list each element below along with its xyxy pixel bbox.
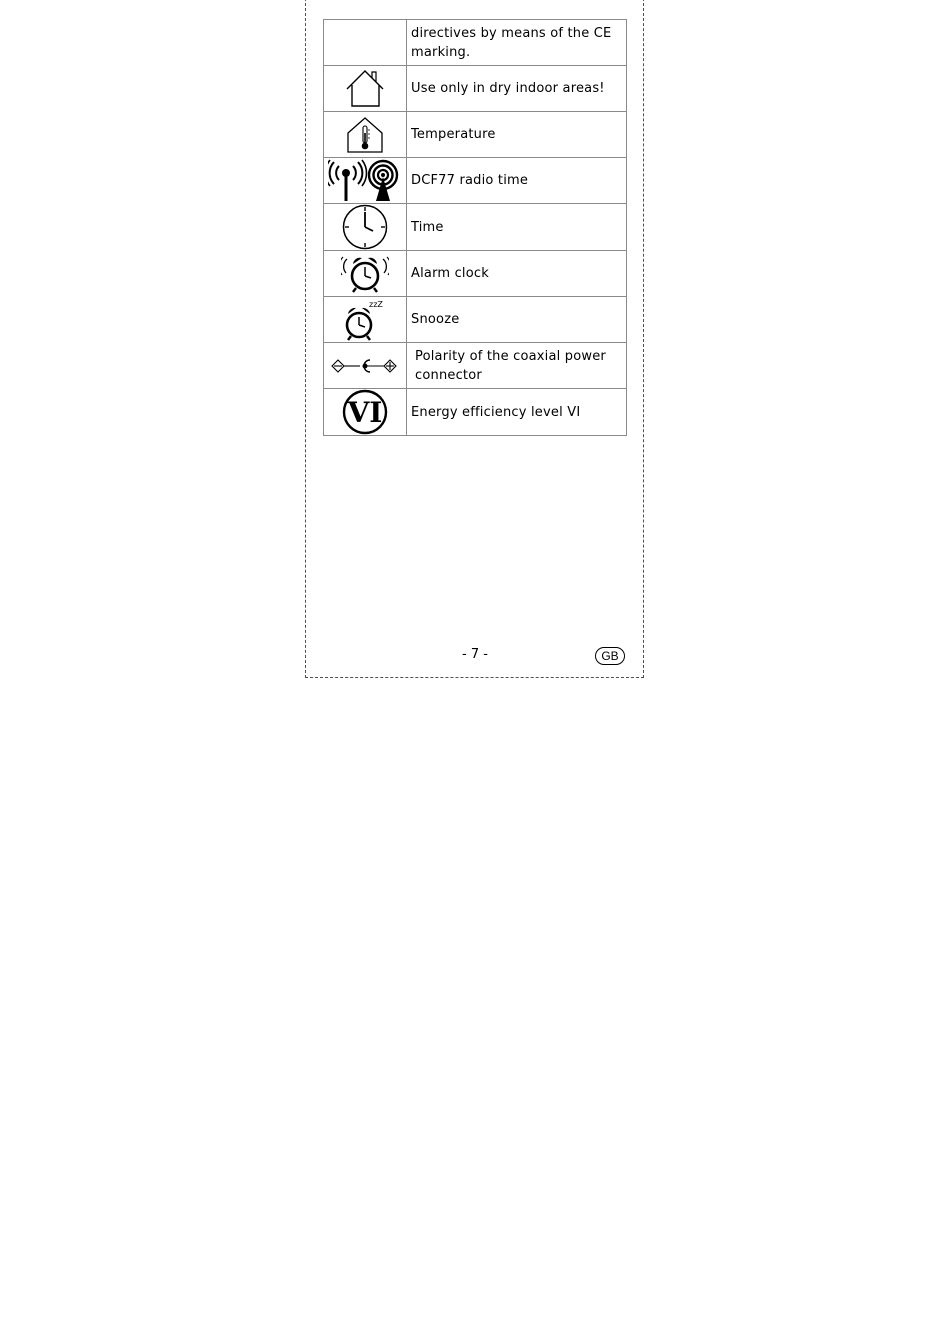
snooze-clock-icon bbox=[324, 298, 406, 342]
table-row bbox=[324, 112, 627, 158]
table-row bbox=[324, 204, 627, 251]
page-number: - 7 - bbox=[462, 647, 488, 662]
row-text-alarm: Alarm clock bbox=[407, 251, 627, 297]
row-text-polarity: Polarity of the coaxial power connector bbox=[407, 343, 627, 389]
coaxial-polarity-icon bbox=[324, 356, 406, 376]
table-row bbox=[324, 343, 627, 389]
house-thermometer-icon bbox=[324, 115, 406, 155]
row-text-dcf77: DCF77 radio time bbox=[407, 158, 627, 204]
table-row bbox=[324, 251, 627, 297]
language-badge: GB bbox=[595, 647, 625, 665]
icon-cell-empty bbox=[324, 20, 407, 66]
row-text-temperature: Temperature bbox=[407, 112, 627, 158]
row-text-ce: directives by means of the CE marking. bbox=[407, 20, 627, 66]
radio-tower-icon bbox=[324, 159, 406, 203]
energy-efficiency-vi-icon bbox=[324, 389, 406, 435]
house-icon bbox=[324, 68, 406, 110]
row-text-snooze: Snooze bbox=[407, 297, 627, 343]
table-row bbox=[324, 66, 627, 112]
table-row bbox=[324, 158, 627, 204]
table-row bbox=[324, 297, 627, 343]
symbols-table bbox=[323, 19, 627, 436]
table-row bbox=[324, 389, 627, 436]
row-text-time: Time bbox=[407, 204, 627, 251]
row-text-indoor: Use only in dry indoor areas! bbox=[407, 66, 627, 112]
energy-badge-text: VI bbox=[347, 396, 383, 429]
row-text-energy: Energy efficiency level VI bbox=[407, 389, 627, 436]
clock-icon bbox=[324, 204, 406, 250]
snooze-letters: zzZ bbox=[369, 299, 383, 309]
alarm-clock-icon bbox=[324, 254, 406, 294]
table-row bbox=[324, 20, 627, 66]
